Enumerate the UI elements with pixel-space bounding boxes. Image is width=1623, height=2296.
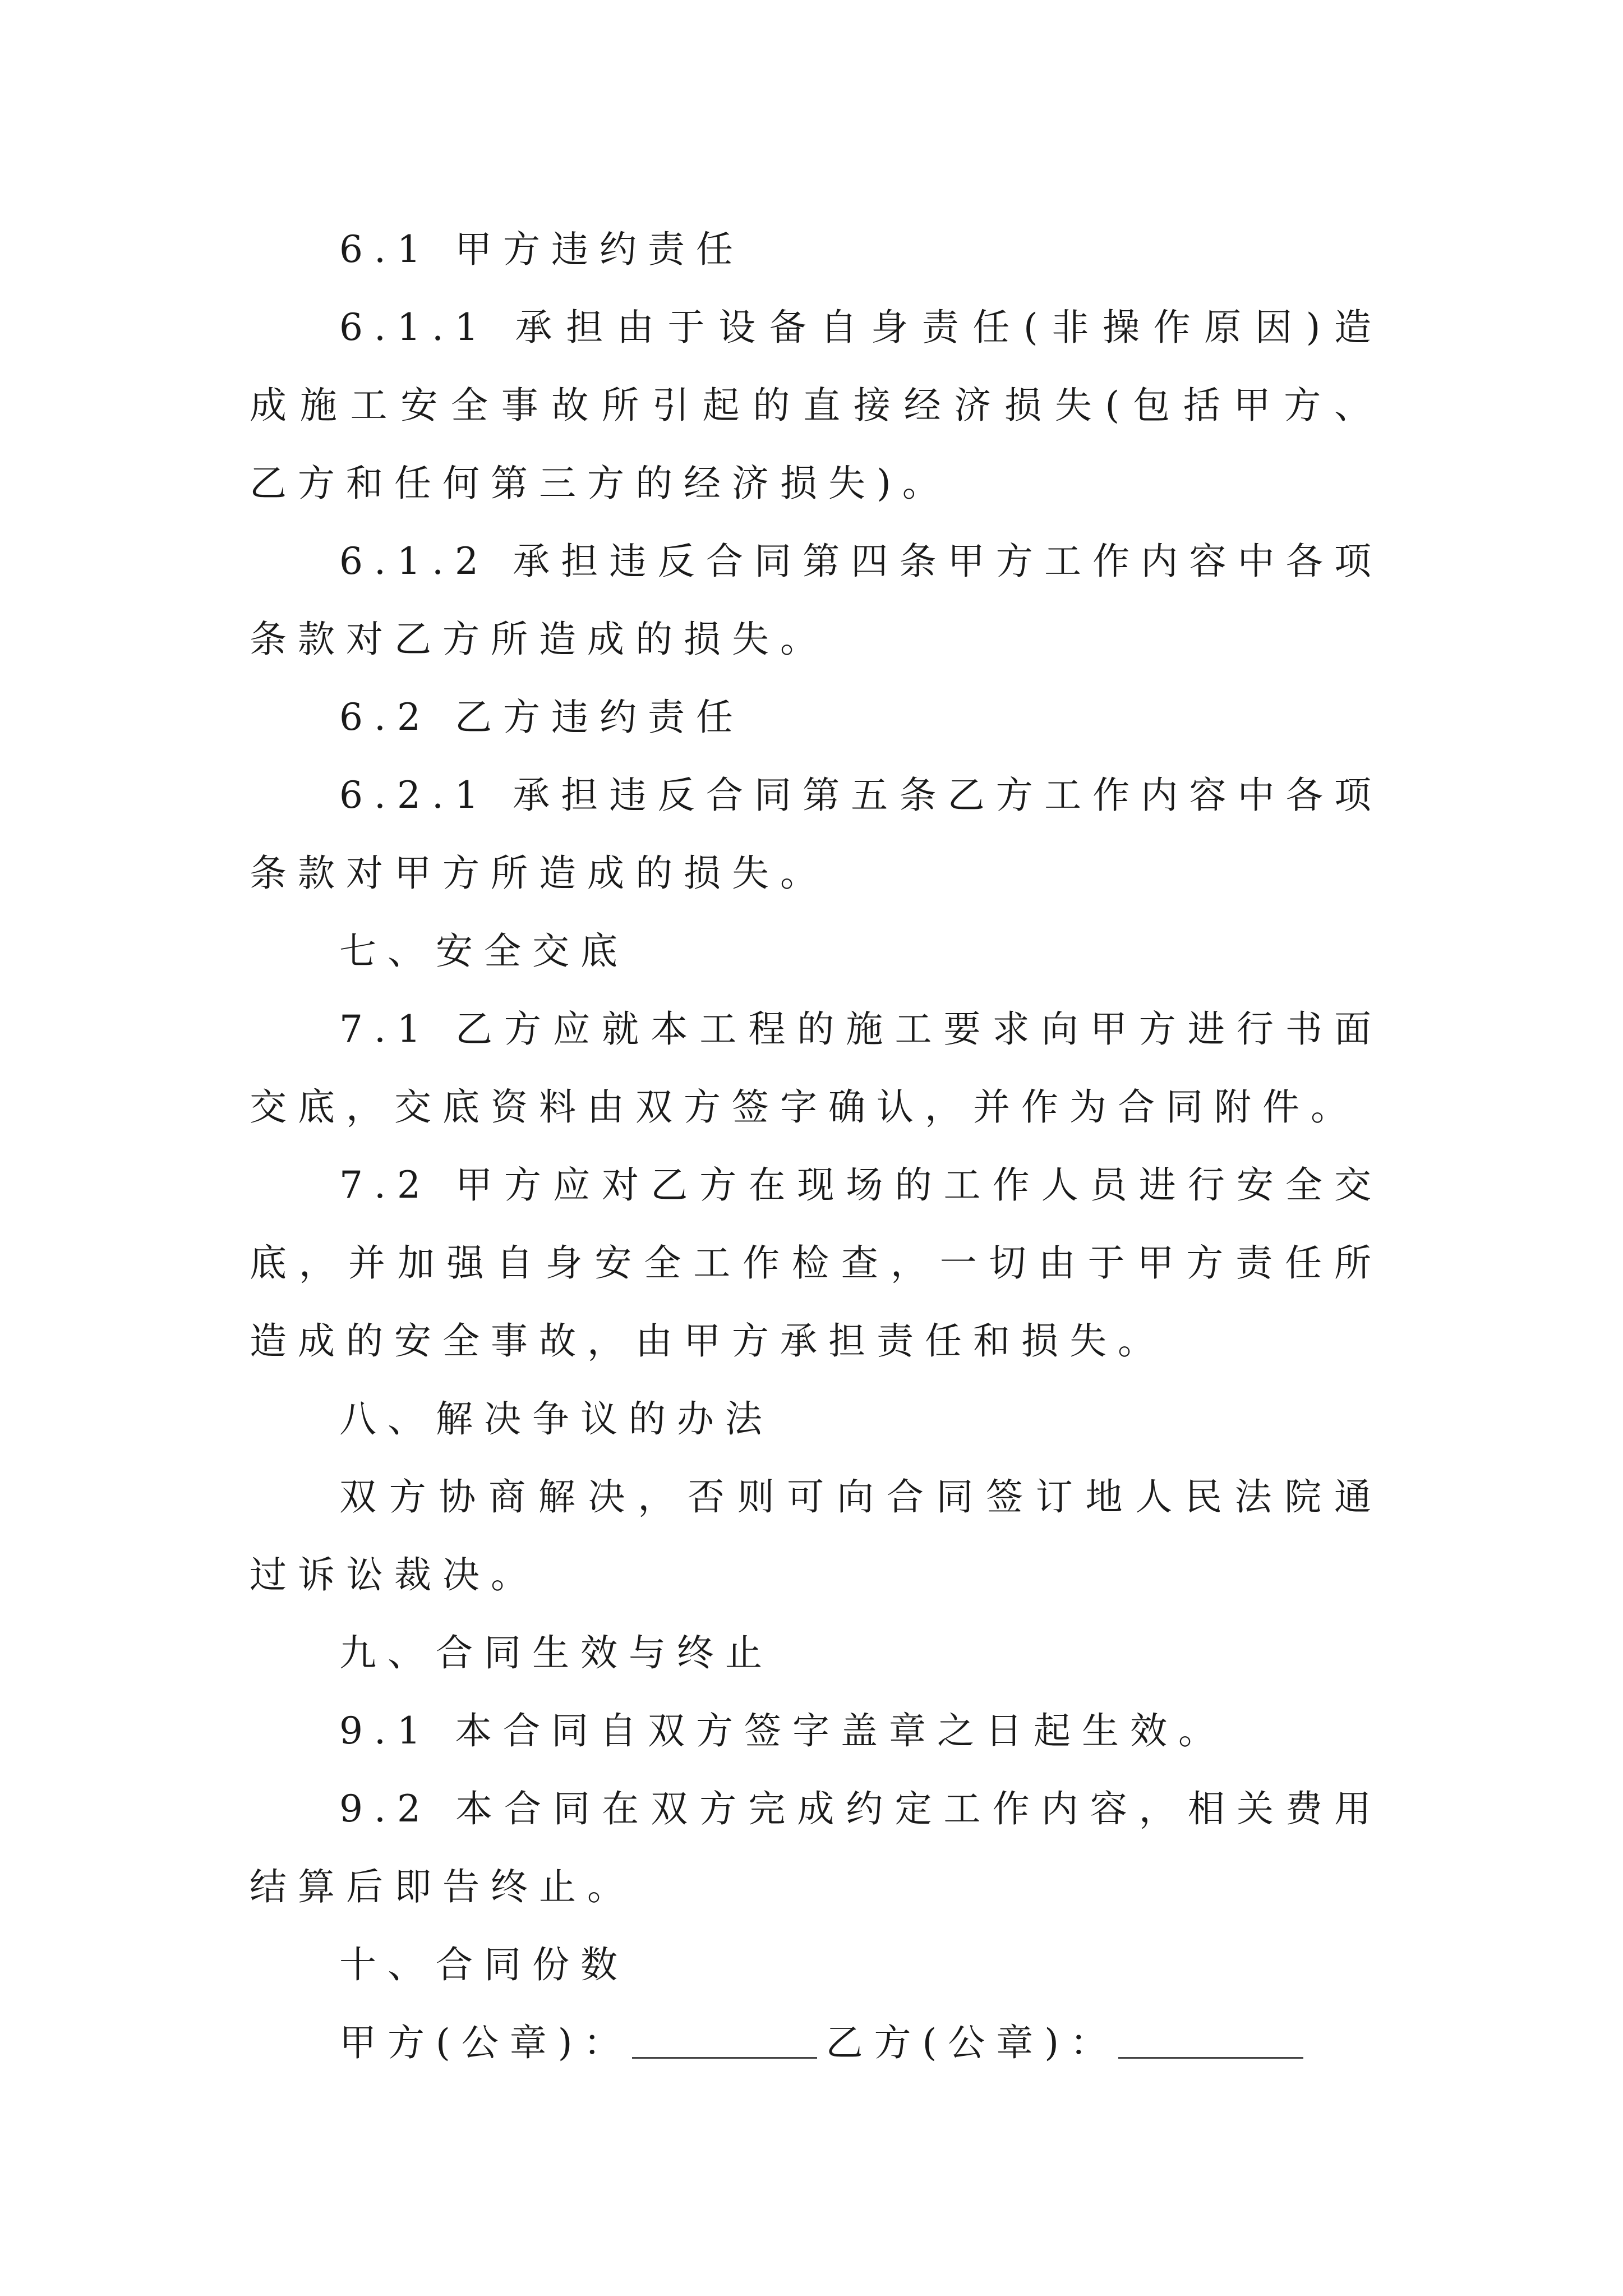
section-8-text: 双方协商解决，否则可向合同签订地人民法院通过诉讼裁决。 [250, 1475, 1382, 1596]
clause-9-1: 9.1 本合同自双方签字盖章之日起生效。 [339, 1709, 1227, 1752]
clause-7-1: 7.1 乙方应就本工程的施工要求向甲方进行书面交底，交底资料由双方签字确认，并作为合同附件。 [250, 1007, 1382, 1129]
clause-6-1-heading: 6.1 甲方违约责任 [339, 228, 744, 271]
party-b-signature-blank [1118, 2020, 1303, 2059]
clause-6-1-1: 6.1.1 承担由于设备自身责任(非操作原因)造成施工安全事故所引起的直接经济损失(包括甲方、乙方和任何第三方的经济损失)。 [250, 306, 1382, 505]
party-a-seal-label: 甲方(公章)： [339, 2021, 632, 2064]
party-a-signature-blank [632, 2020, 817, 2059]
section-9-heading: 九、合同生效与终止 [339, 1631, 773, 1674]
clause-9-2: 9.2 本合同在双方完成约定工作内容，相关费用结算后即告终止。 [250, 1787, 1382, 1908]
signature-line [250, 2004, 1382, 2082]
section-8-heading: 八、解决争议的办法 [339, 1397, 773, 1441]
clause-6-2-heading: 6.2 乙方违约责任 [339, 696, 744, 739]
clause-6-2-1: 6.2.1 承担违反合同第五条乙方工作内容中各项条款对甲方所造成的损失。 [250, 774, 1382, 895]
clause-7-2: 7.2 甲方应对乙方在现场的工作人员进行安全交底，并加强自身安全工作检查，一切由于甲方责任所造成的安全事故，由甲方承担责任和损失。 [250, 1163, 1382, 1363]
contract-body [250, 210, 1382, 2082]
section-7-heading: 七、安全交底 [339, 930, 629, 973]
party-b-seal-label: 乙方(公章)： [826, 2021, 1118, 2064]
clause-6-1-2: 6.1.2 承担违反合同第四条甲方工作内容中各项条款对乙方所造成的损失。 [250, 540, 1382, 661]
section-10-heading: 十、合同份数 [339, 1943, 629, 1986]
